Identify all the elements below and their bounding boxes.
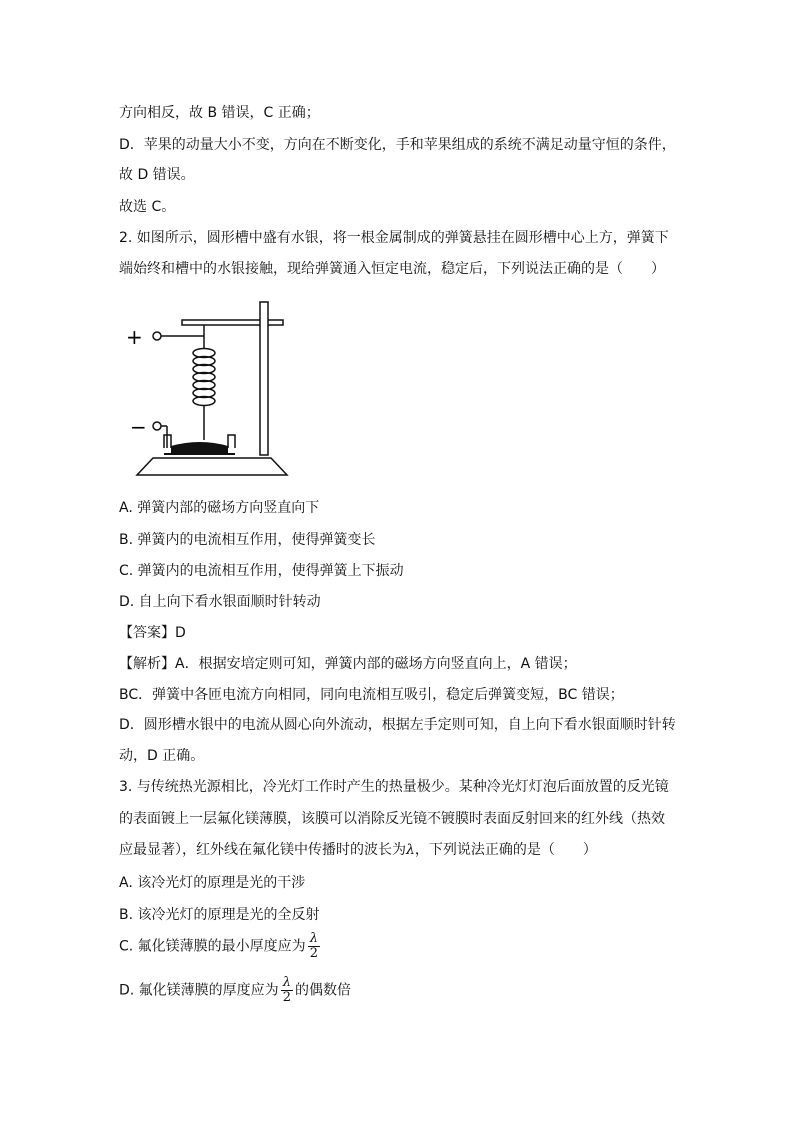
q3-stem-line-3-a: 应最显著），红外线在氟化镁中传播时的波长为: [119, 842, 406, 858]
prev-line-1: 方向相反，故 B 错误，C 正确；: [119, 105, 320, 121]
lambda-over-two-fraction: [281, 976, 293, 1005]
prev-line-4: 故选 C。: [119, 199, 176, 215]
fraction-numerator: λ: [308, 932, 320, 947]
spring-mercury-apparatus-figure: [120, 298, 290, 480]
stand-base: [137, 458, 287, 475]
plus-terminal-sign: +: [126, 325, 143, 349]
prev-line-2: D．苹果的动量大小不变，方向在不断变化，手和苹果组成的系统不满足动量守恒的条件，: [119, 137, 676, 153]
fraction-numerator: λ: [281, 976, 293, 991]
q2-option-a: A. 弹簧内部的磁场方向竖直向下: [119, 500, 320, 516]
q2-stem-line-2: 端始终和槽中的水银接触，现给弹簧通入恒定电流，稳定后，下列说法正确的是（ ）: [119, 261, 665, 277]
mercury-pool: [171, 442, 228, 453]
q3-option-c-text: C. 氟化镁薄膜的最小厚度应为: [119, 938, 306, 955]
lambda-over-two-fraction: [308, 932, 320, 961]
q2-option-c: C. 弹簧内的电流相互作用，使得弹簧上下振动: [119, 563, 404, 579]
q2-analysis-line-3: D．圆形槽水银中的电流从圆心向外流动，根据左手定则可知，自上向下看水银面顺时针转: [119, 717, 676, 733]
q3-stem-line-2: 的表面镀上一层氟化镁薄膜，该膜可以消除反光镜不镀膜时表面反射回来的红外线（热效: [119, 811, 665, 827]
fraction-denominator: 2: [282, 990, 291, 1005]
q3-stem-line-3: [119, 841, 597, 859]
stand-pole: [260, 302, 268, 455]
q2-answer: 【答案】D: [119, 625, 186, 641]
q3-option-d: [119, 976, 351, 1005]
q3-option-a: A. 该冷光灯的原理是光的干涉: [119, 875, 306, 891]
q2-analysis-line-2: BC．弹簧中各匝电流方向相同，同向电流相互吸引，稳定后弹簧变短，BC 错误；: [119, 687, 624, 703]
prev-line-3: 故 D 错误。: [119, 167, 195, 183]
q3-stem-line-3-b: ，下列说法正确的是（ ）: [414, 842, 597, 858]
coil-spring: [193, 349, 215, 441]
q3-option-c: [119, 932, 322, 961]
q3-option-b: B. 该冷光灯的原理是光的全反射: [119, 907, 320, 923]
positive-terminal: [153, 332, 204, 340]
q2-stem-line-1: 2. 如图所示，圆形槽中盛有水银，将一根金属制成的弹簧悬挂在圆形槽中心上方，弹簧下: [119, 230, 669, 246]
q3-option-d-text-b: 的偶数倍: [294, 982, 351, 999]
lambda-symbol: λ: [406, 842, 415, 858]
q3-option-d-text-a: D. 氟化镁薄膜的厚度应为: [119, 982, 279, 999]
q2-analysis-line-1: 【解析】A．根据安培定则可知，弹簧内部的磁场方向竖直向上，A 错误；: [119, 656, 577, 672]
mercury-trough: [164, 435, 235, 454]
minus-terminal-sign: −: [130, 415, 147, 439]
fraction-denominator: 2: [309, 946, 318, 961]
q3-stem-line-1: 3. 与传统热光源相比，冷光灯工作时产生的热量极少。某种冷光灯灯泡后面放置的反光镜: [119, 779, 669, 795]
q2-option-b: B. 弹簧内的电流相互作用，使得弹簧变长: [119, 532, 376, 548]
q2-analysis-line-4: 动，D 正确。: [119, 748, 205, 764]
q2-option-d: D. 自上向下看水银面顺时针转动: [119, 594, 321, 610]
